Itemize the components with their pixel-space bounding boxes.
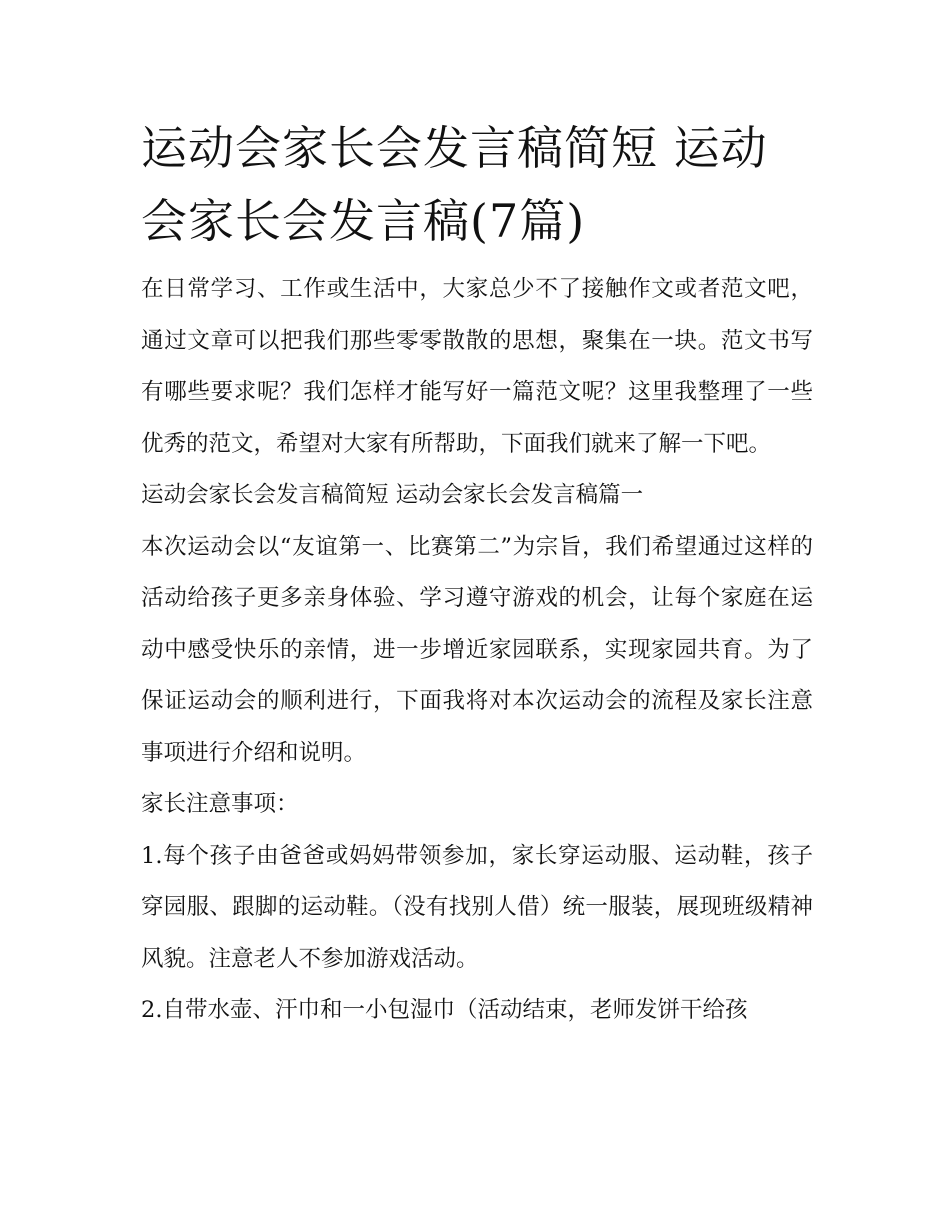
list-item: 1.每个孩子由爸爸或妈妈带领参加，家长穿运动服、运动鞋，孩子穿园服、跟脚的运动鞋。（没有找别人借）统一服装，展现班级精神风貌。注意老人不参加游戏活动。 xyxy=(141,842,813,972)
document-body xyxy=(141,264,813,1037)
notes-heading: 家长注意事项： xyxy=(141,791,299,817)
list-item: 2.自带水壶、汗巾和一小包湿巾（活动结束，老师发饼干给孩 xyxy=(141,997,748,1023)
paragraph-purpose: 本次运动会以“友谊第一、比赛第二”为宗旨，我们希望通过这样的活动给孩子更多亲身体验、学习遵守游戏的机会，让每个家庭在运动中感受快乐的亲情，进一步增近家园联系，实现家园共育。为了保证运动会的顺利进行，下面我将对本次运动会的流程及家长注意事项进行介绍和说明。 xyxy=(141,533,813,766)
paragraph-intro: 在日常学习、工作或生活中，大家总少不了接触作文或者范文吧，通过文章可以把我们那些零零散散的思想，聚集在一块。范文书写有哪些要求呢？我们怎样才能写好一篇范文呢？这里我整理了一些优秀的范文，希望对大家有所帮助，下面我们就来了解一下吧。 xyxy=(141,276,813,457)
document-page xyxy=(141,112,813,1037)
document-title: 运动会家长会发言稿简短 运动会家长会发言稿(7篇) xyxy=(141,121,768,248)
section-heading: 运动会家长会发言稿简短 运动会家长会发言稿篇一 xyxy=(141,482,644,508)
